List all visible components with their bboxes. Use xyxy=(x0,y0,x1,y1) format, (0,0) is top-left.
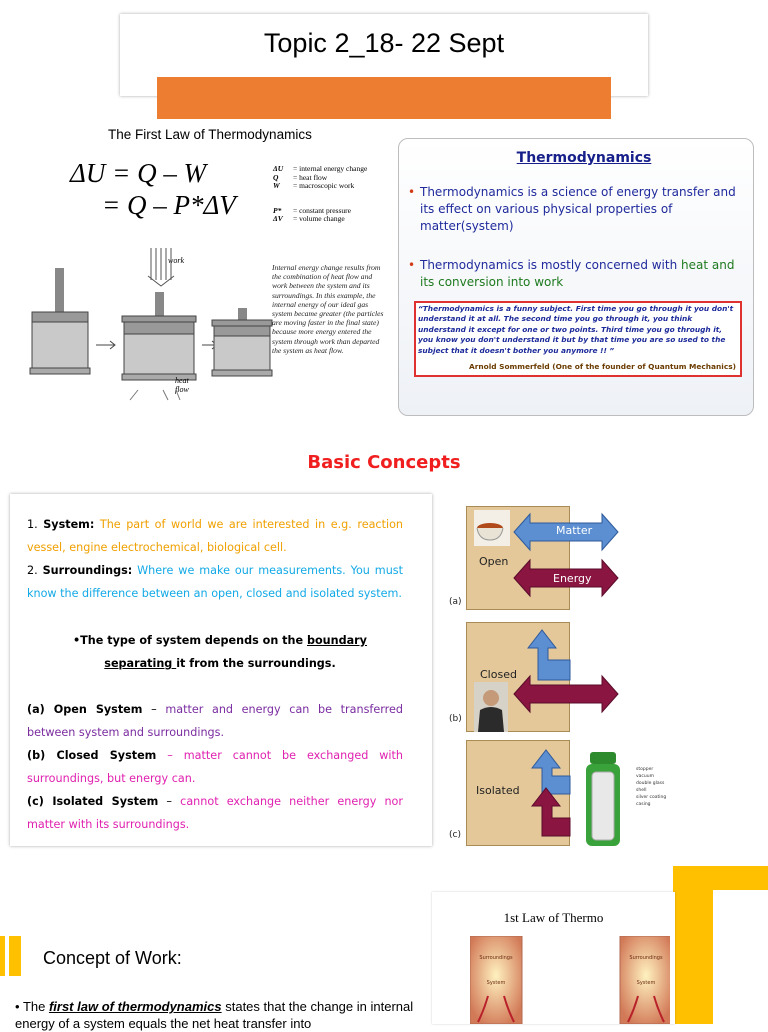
cylinder-3 xyxy=(212,308,272,376)
energy-label: Energy xyxy=(553,572,592,585)
open-system-definition: (a) Open System – matter and energy can be transferred between system and surroundings. xyxy=(27,703,403,739)
yellow-bar-right xyxy=(9,936,21,976)
definition-bullet: • Thermodynamics is a science of energy transfer and its effect on various physical properties of matter(system) xyxy=(408,185,736,233)
equation-line-2: = Q – P*ΔV xyxy=(102,190,236,220)
thermodynamics-title: Thermodynamics xyxy=(516,150,652,166)
closed-system-definition: (b) Closed System – matter cannot be exchanged with surroundings, but energy can. xyxy=(27,749,403,785)
blocked-matter-arrow xyxy=(528,630,570,680)
first-law-figure-title: 1st Law of Thermo xyxy=(503,910,604,925)
legend-row: ΔV = volume change xyxy=(273,214,345,223)
cylinder-1 xyxy=(30,268,90,374)
surroundings-definition: 2. Surroundings: Where we make our measurements. You must know the difference between an open, closed and isolated system. xyxy=(27,564,403,600)
piston-illustration xyxy=(18,240,278,405)
legend-row: W = macroscopic work xyxy=(273,181,355,190)
boundary-note: •The type of system depends on the boundary separating it from the surroundings. xyxy=(73,634,367,670)
first-law-heading: The First Law of Thermodynamics xyxy=(108,127,312,142)
system-definition: 1. System: The part of world we are interested in e.g. reaction vessel, engine electrochemical, biological cell. xyxy=(27,518,404,554)
cylinder-2 xyxy=(122,292,196,380)
panel-tag-c: (c) xyxy=(449,830,461,840)
basic-concepts-title: Basic Concepts xyxy=(307,452,461,473)
open-label: Open xyxy=(479,555,509,568)
internal-energy-description: Internal energy change results from the combination of heat flow and work between the system and its surroundings. In this example, the internal energy of our ideal gas system became greater (the particles are moving faster in the final state) because more energy entered the system through work than departed the system as heat flow. xyxy=(272,263,384,355)
teacup-icon xyxy=(474,510,510,546)
panel-tag-a: (a) xyxy=(449,597,462,607)
bullet-icon: • xyxy=(408,258,416,272)
system-label-left: System xyxy=(486,980,506,986)
panel-tag-b: (b) xyxy=(449,714,462,724)
surroundings-label-right: Surroundings xyxy=(629,955,663,961)
quote-author: Arnold Sommerfeld (One of the founder of Quantum Mechanics) xyxy=(469,362,736,371)
thermos-flask-icon xyxy=(586,752,620,846)
system-label-right: System xyxy=(636,980,656,986)
thermos-labels: stopper vacuum double glass shell silver coating casing xyxy=(636,767,667,807)
equation-line-1: ΔU = Q – W xyxy=(70,158,207,188)
heat-flow-label: heat flow xyxy=(175,376,189,394)
page-title: Topic 2_18- 22 Sept xyxy=(263,28,505,58)
legend-row: Q = heat flow xyxy=(273,172,328,182)
legend-row: P* = constant pressure xyxy=(273,205,351,215)
title-accent-bar xyxy=(157,77,611,119)
isolated-system-definition: (c) Isolated System – cannot exchange neither energy nor matter with its surroundings. xyxy=(27,795,404,831)
matter-label: Matter xyxy=(556,524,593,537)
yellow-bar-left xyxy=(0,936,5,976)
blocked-matter-arrow-isolated xyxy=(532,750,570,794)
sommerfeld-quote: “Thermodynamics is a funny subject. First time you go through it you don't understand it at all. The second time you go through it, you think understand it except for one or two points. Third time you go through it, you know you don't understand it but by that time you are so used to the subject that it doesn't bother you anymore !! ” xyxy=(418,304,734,355)
blocked-energy-arrow-isolated xyxy=(532,788,570,836)
closed-label: Closed xyxy=(480,668,517,681)
equation-legend xyxy=(273,165,367,224)
surroundings-label-left: Surroundings xyxy=(479,955,513,961)
energy-arrow-closed xyxy=(514,676,618,712)
first-law-statement: • The first law of thermodynamics states that the change in internal energy of a system equals the net heat transfer into xyxy=(15,999,414,1031)
legend-row: ΔU = internal energy change xyxy=(273,164,368,173)
concept-of-work-title: Concept of Work: xyxy=(43,948,182,968)
isolated-label: Isolated xyxy=(476,784,520,797)
bullet-icon: • xyxy=(408,185,416,199)
work-label: work xyxy=(168,256,184,265)
focus-bullet: • Thermodynamics is mostly concerned with heat and its conversion into work xyxy=(408,258,735,289)
person-photo xyxy=(474,682,508,732)
